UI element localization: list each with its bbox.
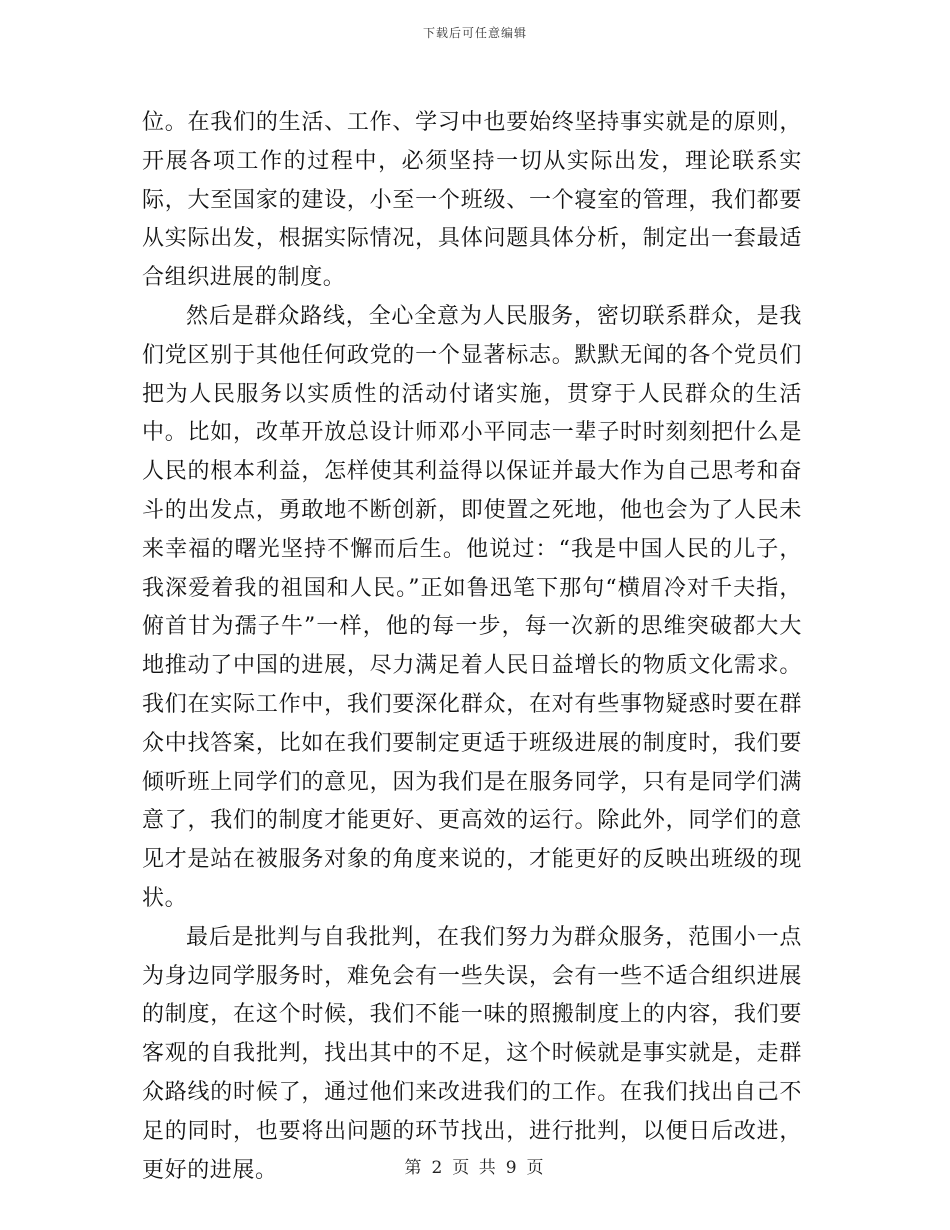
footer-prefix: 第 (404, 1158, 424, 1178)
document-body (142, 104, 802, 1190)
total-page-count: 9 (505, 1158, 519, 1178)
page-footer (0, 1153, 950, 1178)
footer-middle: 页 共 (452, 1158, 498, 1178)
footer-suffix: 页 (526, 1158, 546, 1178)
page-header: 下载后可任意编辑 (422, 26, 527, 40)
paragraph-1: 位。在我们的生活、工作、学习中也要始终坚持事实就是的原则，开展各项工作的过程中，必须坚持一切从实际出发，理论联系实际，大至国家的建设，小至一个班级、一个寝室的管理，我们都要从实际出发，根据实际情况，具体问题具体分析，制定出一套最适合组织进展的制度。 (142, 110, 802, 291)
paragraph-3: 最后是批判与自我批判，在我们努力为群众服务，范围小一点为身边同学服务时，难免会有一些失误，会有一些不适合组织进展的制度，在这个时候，我们不能一味的照搬制度上的内容，我们要客观的自我批判，找出其中的不足，这个时候就是事实就是，走群众路线的时候了，通过他们来改进我们的工作。在我们找出自己不足的同时，也要将出问题的环节找出，进行批判，以便日后改进，更好的进展。 (142, 924, 802, 1183)
current-page-number: 2 (431, 1158, 445, 1178)
paragraph-2: 然后是群众路线，全心全意为人民服务，密切联系群众，是我们党区别于其他任何政党的一个显著标志。默默无闻的各个党员们把为人民服务以实质性的活动付诸实施，贯穿于人民群众的生活中。比如，改革开放总设计师邓小平同志一辈子时时刻刻把什么是人民的根本利益，怎样使其利益得以保证并最大作为自己思考和奋斗的出发点，勇敢地不断创新，即使置之死地，他也会为了人民未来幸福的曙光坚持不懈而后生。他说过：“我是中国人民的儿子，我深爱着我的祖国和人民。”正如鲁迅笔下那句“横眉冷对千夫指，俯首甘为孺子牛”一样，他的每一步，每一次新的思维突破都大大地推动了中国的进展，尽力满足着人民日益增长的物质文化需求。我们在实际工作中，我们要深化群众，在对有些事物疑惑时要在群众中找答案，比如在我们要制定更适于班级进展的制度时，我们要倾听班上同学们的意见，因为我们是在服务同学，只有是同学们满意了，我们的制度才能更好、更高效的运行。除此外，同学们的意见才是站在被服务对象的角度来说的，才能更好的反映出班级的现状。 (142, 303, 802, 911)
